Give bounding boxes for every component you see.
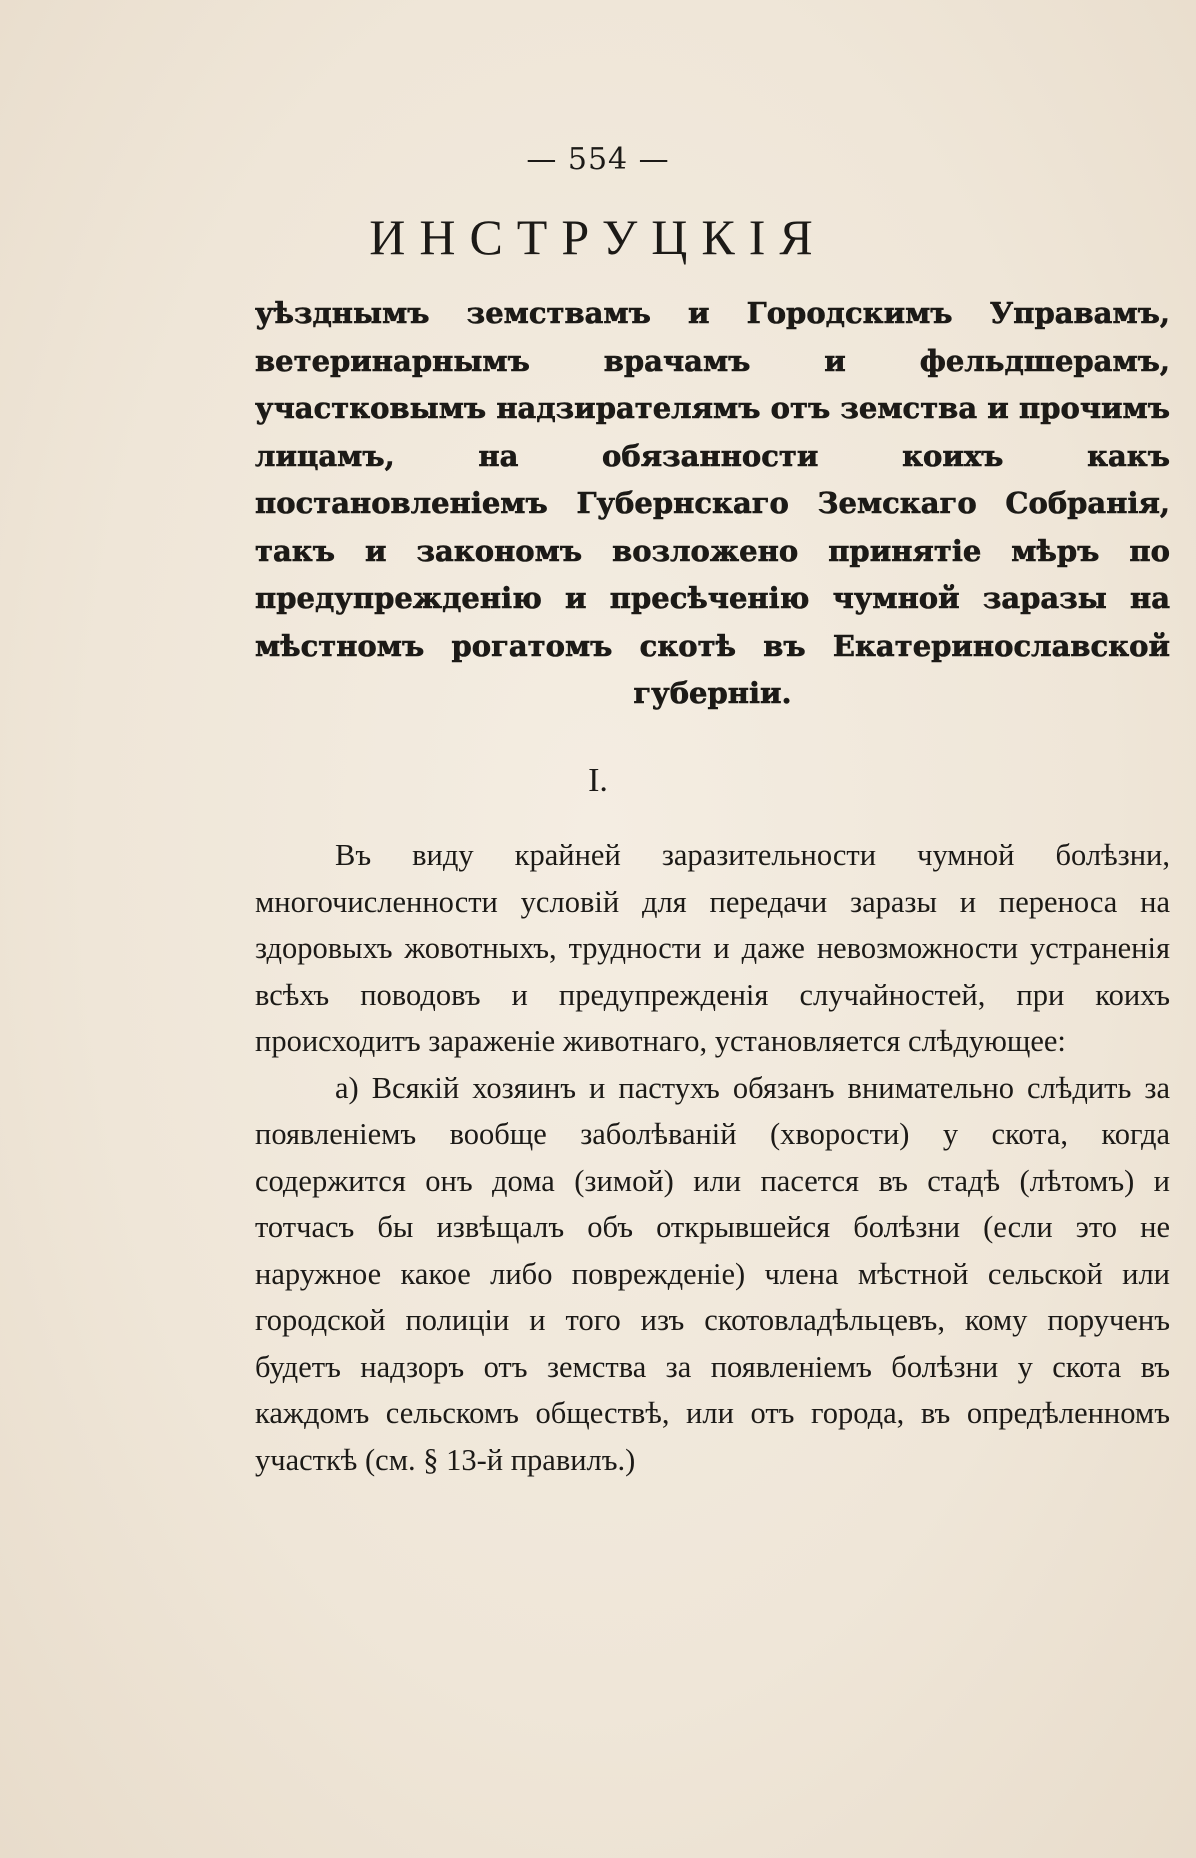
paragraph-intro: Въ виду крайней заразительности чумной болѣзни, многочисленности условій для передачи заразы и переноса на здоровыхъ жовотныхъ, трудности и даже невозможности устраненія всѣхъ поводовъ и предупрежденія случайностей, при коихъ происходитъ зараженіе животнаго, установляется слѣдующее: (255, 838, 1170, 1058)
body-text (255, 832, 1170, 1483)
document-subtitle: уѣзднымъ земствамъ и Городскимъ Управамъ, ветеринарнымъ врачамъ и фельдшерамъ, участковымъ надзирателямъ отъ земства и прочимъ лицамъ, на обязанности коихъ какъ постановленіемъ Губернскаго Земскаго Собранія, такъ и закономъ возложено принятіе мѣръ по предупрежденію и пресѣченію чумной заразы на мѣстномъ рогатомъ скотѣ въ Екатеринославской губерніи. (255, 296, 1170, 710)
document-title: ИНСТРУЦКІЯ (369, 209, 827, 265)
paragraph-item-a: а) Всякій хозяинъ и пастухъ обязанъ внимательно слѣдить за появленіемъ вообще заболѣваній (хворости) у скота, когда содержится онъ дома (зимой) или пасется въ стадѣ (лѣтомъ) и тотчасъ бы извѣщалъ объ открывшейся болѣзни (если это не наружное какое либо поврежденіе) члена мѣстной сельской или городской полиціи и того изъ скотовладѣльцевъ, кому порученъ будетъ надзоръ отъ земства за появленіемъ болѣзни у скота въ каждомъ сельскомъ обществѣ, или отъ города, въ опредѣленномъ участкѣ (см. § 13-й правилъ.) (255, 1070, 1170, 1477)
page-number: — 554 — (526, 142, 670, 177)
section-number: I. (588, 762, 608, 799)
